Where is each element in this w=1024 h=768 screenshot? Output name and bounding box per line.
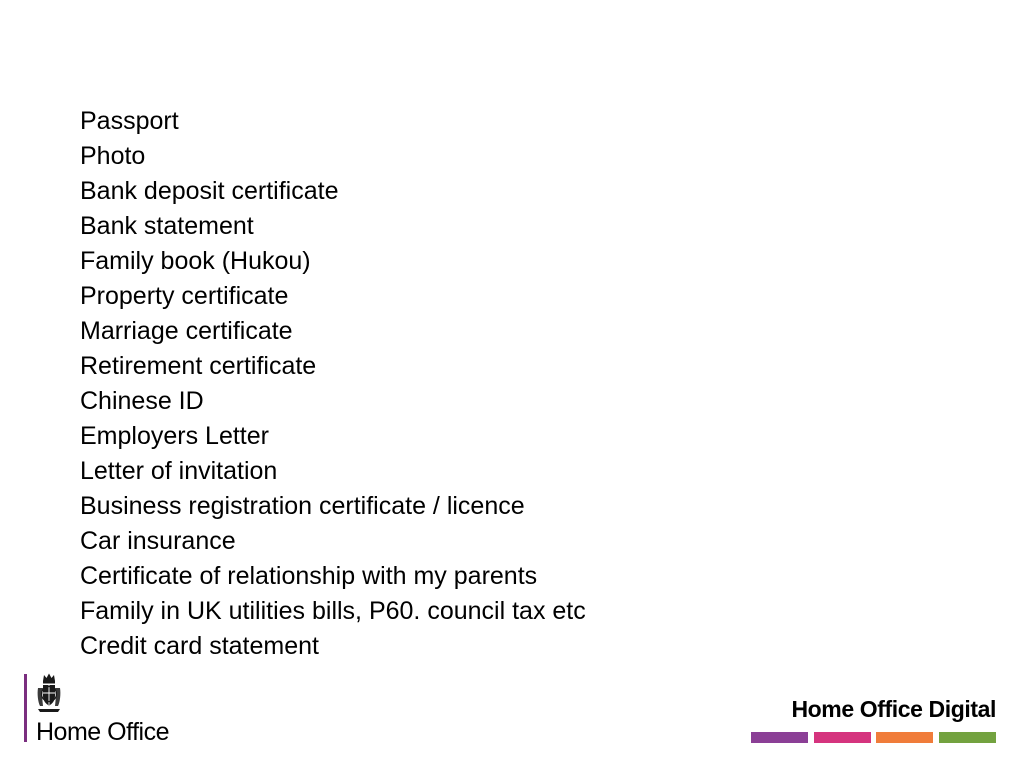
list-item: Bank statement — [80, 212, 254, 240]
list-item: Marriage certificate — [80, 317, 293, 345]
list-item: Family book (Hukou) — [80, 247, 311, 275]
home-office-wordmark: Home Office — [36, 718, 169, 746]
home-office-digital-logo — [751, 696, 996, 743]
royal-crest-icon — [36, 672, 62, 718]
list-item: Retirement certificate — [80, 352, 317, 380]
stripe-orange — [876, 732, 933, 743]
list-item: Family in UK utilities bills, P60. council tax etc — [80, 597, 586, 625]
stripe-pink — [814, 732, 871, 743]
list-item: Employers Letter — [80, 422, 269, 450]
list-item: Photo — [80, 142, 146, 170]
list-item: Certificate of relationship with my parents — [80, 562, 538, 590]
brand-color-stripes — [751, 732, 996, 743]
list-item: Car insurance — [80, 527, 236, 555]
logo-accent-bar — [24, 674, 27, 742]
stripe-purple — [751, 732, 808, 743]
list-item: Passport — [80, 107, 179, 135]
home-office-digital-title: Home Office Digital — [791, 696, 996, 722]
home-office-logo — [24, 672, 204, 752]
list-item: Credit card statement — [80, 632, 319, 660]
list-item: Chinese ID — [80, 387, 204, 415]
document-list — [80, 104, 586, 664]
list-item: Letter of invitation — [80, 457, 278, 485]
stripe-green — [939, 732, 996, 743]
list-item: Business registration certificate / licence — [80, 492, 525, 520]
list-item: Bank deposit certificate — [80, 177, 339, 205]
list-item: Property certificate — [80, 282, 289, 310]
